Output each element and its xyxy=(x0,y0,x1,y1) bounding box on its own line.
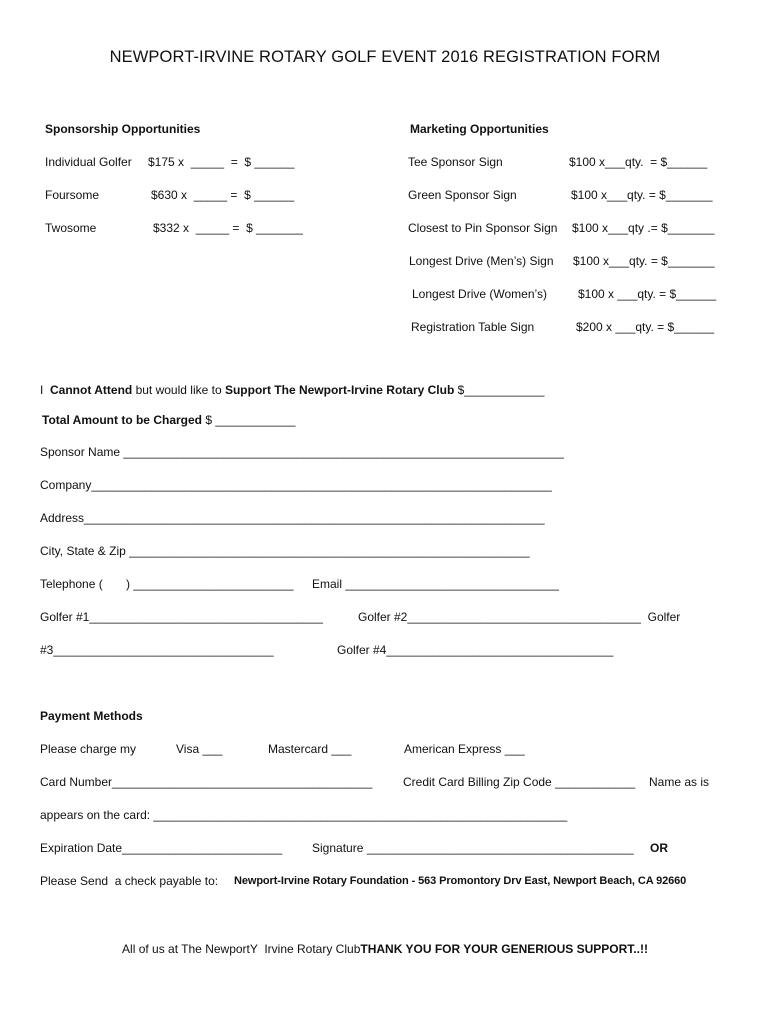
footer-bold-text: THANK YOU FOR YOUR GENERIOUS SUPPORT..!! xyxy=(360,942,648,956)
support-club-bold: Support The Newport-Irvine Rotary Club xyxy=(224,383,455,397)
sponsor-name-field[interactable]: Sponsor Name __________________________________________________________________ xyxy=(40,445,564,459)
marketing-longest-men-price[interactable]: $100 x___qty. = $_______ xyxy=(573,254,715,268)
cannot-attend-line[interactable] xyxy=(40,383,544,397)
marketing-closest-price[interactable]: $100 x___qty .= $_______ xyxy=(572,221,715,235)
form-title: NEWPORT-IRVINE ROTARY GOLF EVENT 2016 REGISTRATION FORM xyxy=(109,48,661,66)
or-label: OR xyxy=(650,841,668,855)
sponsorship-heading: Sponsorship Opportunities xyxy=(45,122,201,136)
check-payee: Newport-Irvine Rotary Foundation - 563 Promontory Drv East, Newport Beach, CA 92660 xyxy=(234,875,687,887)
total-amount-blank: $ ____________ xyxy=(202,413,296,427)
thank-you-footer xyxy=(0,942,770,956)
marketing-tee-price[interactable]: $100 x___qty. = $______ xyxy=(569,155,708,169)
please-charge-label: Please charge my xyxy=(40,742,137,756)
marketing-registration-label: Registration Table Sign xyxy=(411,320,535,334)
address-field[interactable]: Address_____________________________________________________________________ xyxy=(40,511,545,525)
payment-methods-heading: Payment Methods xyxy=(40,709,143,723)
amex-option[interactable]: American Express ___ xyxy=(404,742,525,756)
company-field[interactable]: Company_____________________________________________________________________ xyxy=(40,478,552,492)
marketing-green-label: Green Sponsor Sign xyxy=(408,188,517,202)
sponsorship-foursome-price[interactable]: $630 x _____ = $ ______ xyxy=(151,188,295,202)
card-number-field[interactable]: Card Number_______________________________________ xyxy=(40,775,373,789)
sponsorship-twosome-label: Twosome xyxy=(45,221,97,235)
cannot-attend-amount: $____________ xyxy=(454,383,545,397)
marketing-tee-label: Tee Sponsor Sign xyxy=(408,155,503,169)
marketing-heading: Marketing Opportunities xyxy=(410,122,549,136)
name-as-is-label: Name as is xyxy=(649,775,710,789)
city-state-zip-field[interactable]: City, State & Zip ____________________________________________________________ xyxy=(40,544,530,558)
billing-zip-field[interactable]: Credit Card Billing Zip Code ____________ xyxy=(403,775,636,789)
golfer-4-field[interactable]: Golfer #4__________________________________ xyxy=(337,643,614,657)
golfer-2-field[interactable]: Golfer #2___________________________________ Golfer xyxy=(358,610,681,624)
name-on-card-field[interactable]: appears on the card: ______________________________________________________________ xyxy=(40,808,568,822)
mastercard-option[interactable]: Mastercard ___ xyxy=(268,742,352,756)
total-amount-label: Total Amount to be Charged xyxy=(42,413,202,427)
cannot-attend-middle: but would like to xyxy=(132,383,225,397)
marketing-longest-women-label: Longest Drive (Women’s) xyxy=(412,287,547,301)
footer-normal-text: All of us at The NewportY Irvine Rotary Club xyxy=(122,942,361,956)
signature-field[interactable]: Signature ________________________________________ xyxy=(312,841,634,855)
cannot-attend-bold: Cannot Attend xyxy=(50,383,133,397)
sponsorship-individual-label: Individual Golfer xyxy=(45,155,132,169)
sponsorship-twosome-price[interactable]: $332 x _____ = $ _______ xyxy=(153,221,303,235)
marketing-registration-price[interactable]: $200 x ___qty. = $______ xyxy=(576,320,715,334)
marketing-longest-women-price[interactable]: $100 x ___qty. = $______ xyxy=(578,287,717,301)
check-payable-label: Please Send a check payable to: xyxy=(40,874,219,888)
golfer-1-field[interactable]: Golfer #1___________________________________ xyxy=(40,610,323,624)
email-field[interactable]: Email ________________________________ xyxy=(312,577,559,591)
total-amount-line[interactable] xyxy=(42,413,295,427)
visa-option[interactable]: Visa ___ xyxy=(176,742,223,756)
marketing-longest-men-label: Longest Drive (Men’s) Sign xyxy=(409,254,554,268)
golfer-3-field[interactable]: #3_________________________________ xyxy=(40,643,274,657)
cannot-attend-prefix: I xyxy=(40,383,51,397)
marketing-green-price[interactable]: $100 x___qty. = $_______ xyxy=(571,188,713,202)
expiration-date-field[interactable]: Expiration Date________________________ xyxy=(40,841,283,855)
sponsorship-individual-price[interactable]: $175 x _____ = $ ______ xyxy=(148,155,295,169)
marketing-closest-label: Closest to Pin Sponsor Sign xyxy=(408,221,558,235)
sponsorship-foursome-label: Foursome xyxy=(45,188,100,202)
telephone-field[interactable]: Telephone ( ) ________________________ xyxy=(40,577,294,591)
